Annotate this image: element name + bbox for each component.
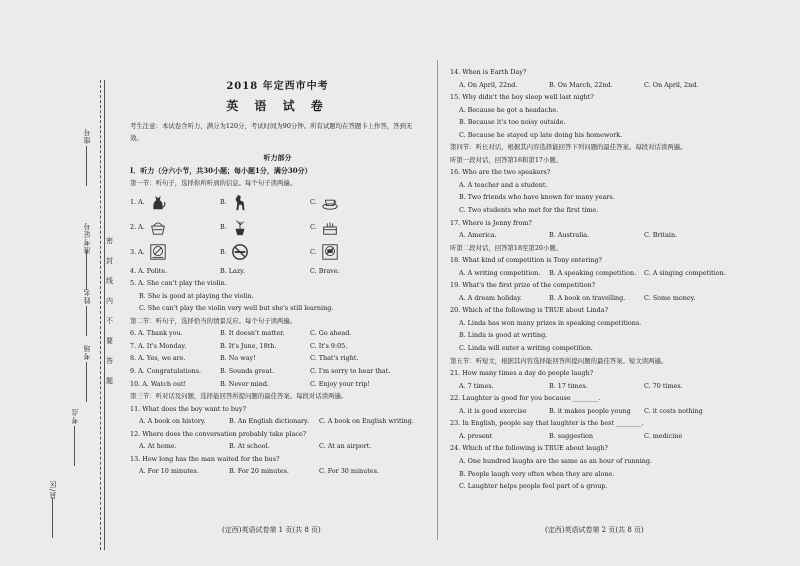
option-8a[interactable]: 8. A. Yes, we are. bbox=[130, 354, 186, 363]
question-12-stem: 12. Where does the conversation probably take place? bbox=[130, 429, 307, 438]
part4-note-1: 听第一段对话，回答第16和第17小题。 bbox=[450, 155, 563, 164]
name-field[interactable] bbox=[86, 306, 87, 336]
option-2b[interactable] bbox=[220, 218, 310, 236]
option-12a[interactable]: A. At home. bbox=[139, 442, 177, 451]
option-9a[interactable]: 9. A. Congratulations. bbox=[130, 367, 202, 376]
county-label: 县/区 bbox=[49, 480, 57, 500]
part1-heading: Ⅰ．听力（分六小节，共30小题；每小题1分，满分30分） bbox=[130, 165, 312, 175]
question-21-stem: 21. How many times a day do people laugh? bbox=[450, 369, 594, 378]
option-4b[interactable]: B. Lazy. bbox=[220, 266, 245, 275]
question-14 bbox=[450, 79, 770, 92]
question-6 bbox=[130, 327, 425, 340]
plant-pot-icon bbox=[231, 218, 249, 236]
horse-icon bbox=[231, 193, 249, 211]
option-16b[interactable]: B. Two friends who have known for many years. bbox=[459, 193, 615, 202]
option-18c[interactable]: C. A singing competition. bbox=[644, 268, 726, 277]
room-field[interactable] bbox=[86, 362, 87, 402]
option-14b[interactable]: B. On March, 22nd. bbox=[549, 80, 613, 89]
question-9 bbox=[130, 365, 425, 378]
exam-notice: 考生注意：本试卷含听力，满分为120分，考试时间为90分钟。所有试题均在答题卡上作答，答到无效。 bbox=[130, 122, 413, 142]
option-16a[interactable]: A. A teacher and a student. bbox=[459, 180, 548, 189]
seal-char: 内 bbox=[106, 297, 113, 305]
cat-icon bbox=[149, 193, 167, 211]
option-13b[interactable]: B. For 20 minutes. bbox=[229, 467, 289, 476]
seal-char: 要 bbox=[106, 337, 113, 345]
question-22 bbox=[450, 405, 770, 418]
seal-char: 封 bbox=[106, 257, 113, 265]
question-13-stem: 13. How long has the man waited for the bus? bbox=[130, 454, 280, 463]
paper-title: 英 语 试 卷 bbox=[226, 99, 329, 113]
question-8 bbox=[130, 352, 425, 365]
option-9c[interactable]: C. I'm sorry to hear that. bbox=[310, 367, 391, 376]
option-label: B. bbox=[220, 197, 227, 206]
option-2a[interactable] bbox=[130, 218, 220, 236]
question-1 bbox=[130, 190, 425, 215]
option-17c[interactable]: C. Britain. bbox=[644, 231, 678, 240]
option-18b[interactable]: B. A speaking competition. bbox=[549, 268, 637, 277]
option-label: 1. A. bbox=[130, 197, 145, 206]
question-11 bbox=[130, 415, 425, 428]
school-field[interactable] bbox=[74, 426, 75, 466]
section-title: 听力部分 bbox=[263, 153, 292, 162]
tea-cup-icon bbox=[321, 193, 339, 211]
option-6c[interactable]: C. Go ahead. bbox=[310, 329, 352, 338]
option-23a[interactable]: A. present bbox=[459, 431, 493, 440]
option-7a[interactable]: 7. A. It's Monday. bbox=[130, 341, 187, 350]
seat-field[interactable] bbox=[86, 146, 87, 186]
question-20-stem: 20. Which of the following is TRUE about Linda? bbox=[450, 306, 608, 315]
question-7 bbox=[130, 340, 425, 353]
question-17 bbox=[450, 229, 770, 242]
basket-icon bbox=[149, 218, 167, 236]
exam-title: 2018 年定西市中考 bbox=[226, 81, 329, 92]
seal-char: 密 bbox=[106, 237, 113, 245]
option-22b[interactable]: B. it makes people young bbox=[549, 406, 631, 415]
seat-label: 座号 bbox=[83, 128, 91, 144]
question-3 bbox=[130, 240, 425, 265]
option-14a[interactable]: A. On April, 22nd. bbox=[459, 80, 518, 89]
left-column bbox=[130, 66, 425, 478]
option-label: C. bbox=[310, 197, 317, 206]
option-13a[interactable]: A. For 10 minutes. bbox=[139, 467, 199, 476]
option-20c[interactable]: C. Linda will enter a writing competition. bbox=[459, 344, 593, 353]
seal-char: 不 bbox=[106, 317, 113, 325]
question-24-stem: 24. Which of the following is TRUE about laugh? bbox=[450, 444, 608, 453]
option-12c[interactable]: C. At an airport. bbox=[319, 442, 372, 451]
room-label: 考场 bbox=[83, 344, 91, 360]
option-20a[interactable]: A. Linda has won many prizes in speaking competitions. bbox=[459, 318, 642, 327]
option-4a[interactable]: 4. A. Polite. bbox=[130, 266, 168, 275]
question-18 bbox=[450, 267, 770, 280]
option-label: C. bbox=[310, 247, 317, 256]
seal-char: 答 bbox=[106, 357, 113, 365]
option-15c[interactable]: C. Because he stayed up late doing his homework. bbox=[459, 130, 623, 139]
question-18-stem: 18. What kind of competition is Tony entering? bbox=[450, 256, 602, 265]
option-21a[interactable]: A. 7 times. bbox=[459, 381, 494, 390]
question-15-stem: 15. Why didn't the boy sleep well last night? bbox=[450, 93, 594, 102]
option-15a[interactable]: A. Because he got a headache. bbox=[459, 105, 559, 114]
option-5b[interactable]: B. She is good at playing the violin. bbox=[139, 291, 254, 300]
option-1c[interactable] bbox=[310, 193, 400, 211]
seal-char: 题 bbox=[106, 377, 113, 385]
option-5c[interactable]: C. She can't play the violin very well but she's still learning. bbox=[139, 304, 334, 313]
option-6a[interactable]: 6. A. Thank you. bbox=[130, 329, 183, 338]
cake-icon bbox=[321, 218, 339, 236]
question-23 bbox=[450, 430, 770, 443]
part2-instructions: 第二节：听句子，选择恰当的情景反应。每个句子读两遍。 bbox=[130, 316, 297, 325]
part1-instructions: 第一节：听句子，选择你所听到的信息。每个句子读两遍。 bbox=[130, 179, 297, 188]
seal-line-outer bbox=[104, 80, 105, 550]
option-2c[interactable] bbox=[310, 218, 400, 236]
option-label: 2. A. bbox=[130, 222, 145, 231]
option-9b[interactable]: B. Sounds great. bbox=[220, 367, 274, 376]
question-2 bbox=[130, 215, 425, 240]
option-19b[interactable]: B. A book on travelling. bbox=[549, 293, 626, 302]
binding-margin bbox=[0, 0, 122, 566]
option-19c[interactable]: C. Some money. bbox=[644, 293, 696, 302]
name-label: 姓名 bbox=[83, 288, 91, 304]
option-label: B. bbox=[220, 247, 227, 256]
county-field[interactable] bbox=[52, 498, 53, 538]
option-22a[interactable]: A. it is good exercise bbox=[459, 406, 527, 415]
option-20b[interactable]: B. Linda is good at writing. bbox=[459, 331, 548, 340]
option-10b[interactable]: B. Never mind. bbox=[220, 379, 269, 388]
question-16-stem: 16. Who are the two speakers? bbox=[450, 168, 551, 177]
option-15b[interactable]: B. Because it's too noisy outside. bbox=[459, 118, 566, 127]
option-22c[interactable]: C. it costs nothing bbox=[644, 406, 703, 415]
option-10a[interactable]: 10. A. Watch out! bbox=[130, 379, 187, 388]
option-17a[interactable]: A. America. bbox=[459, 231, 497, 240]
option-6b[interactable]: B. It doesn't matter. bbox=[220, 329, 285, 338]
option-3c[interactable] bbox=[310, 243, 400, 261]
column-divider bbox=[437, 60, 438, 540]
option-23b[interactable]: B. suggestion bbox=[549, 431, 593, 440]
exam-id-label: 准考证号 bbox=[83, 222, 91, 254]
option-7b[interactable]: B. It's June, 18th. bbox=[220, 341, 277, 350]
option-21b[interactable]: B. 17 times. bbox=[549, 381, 588, 390]
option-17b[interactable]: B. Australia. bbox=[549, 231, 590, 240]
option-3a[interactable] bbox=[130, 243, 220, 261]
page-footer-right: (定西)英语试卷第 2 页(共 8 页) bbox=[545, 526, 644, 534]
option-13c[interactable]: C. For 30 minutes. bbox=[319, 467, 379, 476]
option-label: 3. A. bbox=[130, 247, 145, 256]
question-23-stem: 23. In English, people say that laughter is the best ________. bbox=[450, 419, 644, 428]
option-8b[interactable]: B. No way! bbox=[220, 354, 256, 363]
question-19-stem: 19. What's the first prize of the competition? bbox=[450, 281, 596, 290]
no-parking-icon bbox=[149, 243, 167, 261]
question-11-stem: 11. What does the boy want to buy? bbox=[130, 404, 247, 413]
exam-id-field[interactable] bbox=[86, 250, 87, 290]
question-13 bbox=[130, 465, 425, 478]
option-12b[interactable]: B. At school. bbox=[229, 442, 270, 451]
question-10 bbox=[130, 378, 425, 391]
no-photo-icon bbox=[321, 243, 339, 261]
question-21 bbox=[450, 380, 770, 393]
option-4c[interactable]: C. Brave. bbox=[310, 266, 340, 275]
option-label: C. bbox=[310, 222, 317, 231]
no-smoking-icon bbox=[231, 243, 249, 261]
option-1a[interactable] bbox=[130, 193, 220, 211]
option-21c[interactable]: C. 70 times. bbox=[644, 381, 683, 390]
option-11b[interactable]: B. An English dictionary. bbox=[229, 417, 309, 426]
option-14c[interactable]: C. On April, 2nd. bbox=[644, 80, 699, 89]
option-3b[interactable] bbox=[220, 243, 310, 261]
option-18a[interactable]: A. A writing competition. bbox=[459, 268, 541, 277]
question-19 bbox=[450, 292, 770, 305]
option-24c[interactable]: C. Laughter helps people feel part of a group. bbox=[459, 482, 608, 491]
option-24b[interactable]: B. People laugh very often when they are alone. bbox=[459, 469, 615, 478]
option-11c[interactable]: C. A book on English writing. bbox=[319, 417, 414, 426]
option-23c[interactable]: C. medicine bbox=[644, 431, 683, 440]
option-7c[interactable]: C. It's 9:05. bbox=[310, 341, 348, 350]
option-24a[interactable]: A. One hundred laughs are the same as an hour of running. bbox=[459, 456, 653, 465]
right-column bbox=[450, 66, 770, 493]
page-footer-left: (定西)英语试卷第 1 页(共 8 页) bbox=[222, 526, 321, 534]
question-12 bbox=[130, 440, 425, 453]
part3-instructions: 第三节：听对话及问题，选择能回答所提问题的最佳答案。每段对话读两遍。 bbox=[130, 392, 348, 401]
part4-note-2: 听第二段对话，回答第18至第20小题。 bbox=[450, 243, 563, 252]
option-label: B. bbox=[220, 222, 227, 231]
option-5a[interactable]: 5. A. She can't play the violin. bbox=[130, 279, 227, 288]
option-8c[interactable]: C. That's right. bbox=[310, 354, 359, 363]
option-1b[interactable] bbox=[220, 193, 310, 211]
option-19a[interactable]: A. A dream holiday. bbox=[459, 293, 522, 302]
part5-instructions: 第五节：听短文，根据其内容选择能回答所提问题的最佳答案。短文读两遍。 bbox=[450, 356, 668, 365]
question-14-stem: 14. When is Earth Day? bbox=[450, 68, 527, 76]
question-22-stem: 22. Laughter is good for you because ________. bbox=[450, 394, 601, 403]
part4-instructions: 第四节：听长对话，根据其内容选择能回答下列问题的最佳答案。每段对话读两遍。 bbox=[450, 143, 687, 152]
school-label: 考点 bbox=[71, 408, 79, 424]
option-11a[interactable]: A. A book on history. bbox=[139, 417, 206, 426]
seal-line-inner bbox=[100, 80, 101, 550]
question-17-stem: 17. Where is Jenny from? bbox=[450, 218, 532, 227]
question-4 bbox=[130, 265, 425, 278]
seal-char: 线 bbox=[106, 277, 113, 285]
option-16c[interactable]: C. Two students who met for the first time. bbox=[459, 206, 599, 215]
option-10c[interactable]: C. Enjoy your trip! bbox=[310, 379, 370, 388]
